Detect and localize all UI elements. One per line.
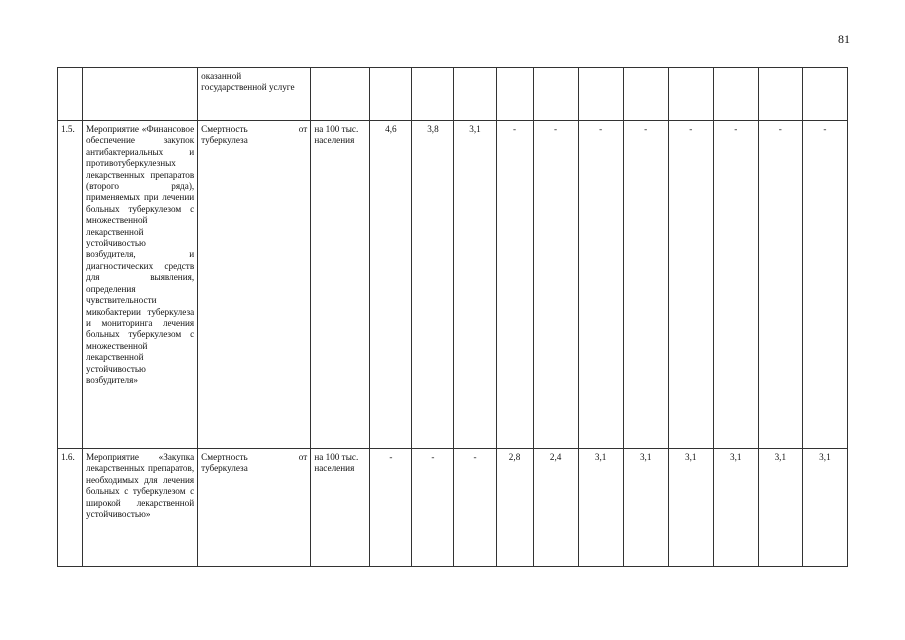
value-cell: 3,1 [668,449,713,567]
measure-cell [83,68,198,121]
row-number [58,68,83,121]
value-cell: - [713,121,758,449]
indicator-cell: Смертность от туберкулеза [198,121,311,449]
table-row [58,449,848,567]
value-cell: - [623,121,668,449]
value-cell [533,68,578,121]
value-cell: - [668,121,713,449]
value-cell: - [533,121,578,449]
value-cell: 2,8 [496,449,533,567]
value-cell: 3,8 [412,121,454,449]
value-cell: - [758,121,802,449]
row-number: 1.5. [58,121,83,449]
value-cell [496,68,533,121]
value-cell: 3,1 [713,449,758,567]
value-cell [623,68,668,121]
value-cell [578,68,623,121]
indicator-cell: Смертность от туберкулеза [198,449,311,567]
value-cell [668,68,713,121]
measure-cell: Мероприятие «Закупка лекарственных препаратов, необходимых для лечения больных с туберкулезом с широкой лекарственной устойчивостью» [83,449,198,567]
value-cell [802,68,847,121]
value-cell: - [454,449,496,567]
measure-cell: Мероприятие «Финансовое обеспечение закупок антибактериальных и противотуберкулезных лекарственных препаратов (второго ряда), применяемых при лечении больных туберкулезом с множественной лекарственной устойчивостью возбудителя, и диагностических средств для выявления, определения чувствительности микобактерии туберкулеза и мониторинга лечения больных туберкулезом с множественной лекарственной устойчивостью возбудителя» [83,121,198,449]
value-cell [370,68,412,121]
value-cell: 4,6 [370,121,412,449]
value-cell: - [802,121,847,449]
value-cell: 3,1 [578,449,623,567]
value-cell: 3,1 [802,449,847,567]
value-cell: - [412,449,454,567]
value-cell [454,68,496,121]
unit-cell: на 100 тыс. населения [311,449,370,567]
value-cell: - [370,449,412,567]
value-cell [713,68,758,121]
value-cell: - [496,121,533,449]
value-cell [412,68,454,121]
unit-cell: на 100 тыс. населения [311,121,370,449]
table-row [58,68,848,121]
value-cell [758,68,802,121]
value-cell: 2,4 [533,449,578,567]
value-cell: 3,1 [454,121,496,449]
indicator-cell: оказанной государственной услуге [198,68,311,121]
value-cell: 3,1 [623,449,668,567]
indicators-table [57,67,848,567]
page-number: 81 [838,32,850,46]
table-row [58,121,848,449]
unit-cell [311,68,370,121]
value-cell: 3,1 [758,449,802,567]
row-number: 1.6. [58,449,83,567]
value-cell: - [578,121,623,449]
